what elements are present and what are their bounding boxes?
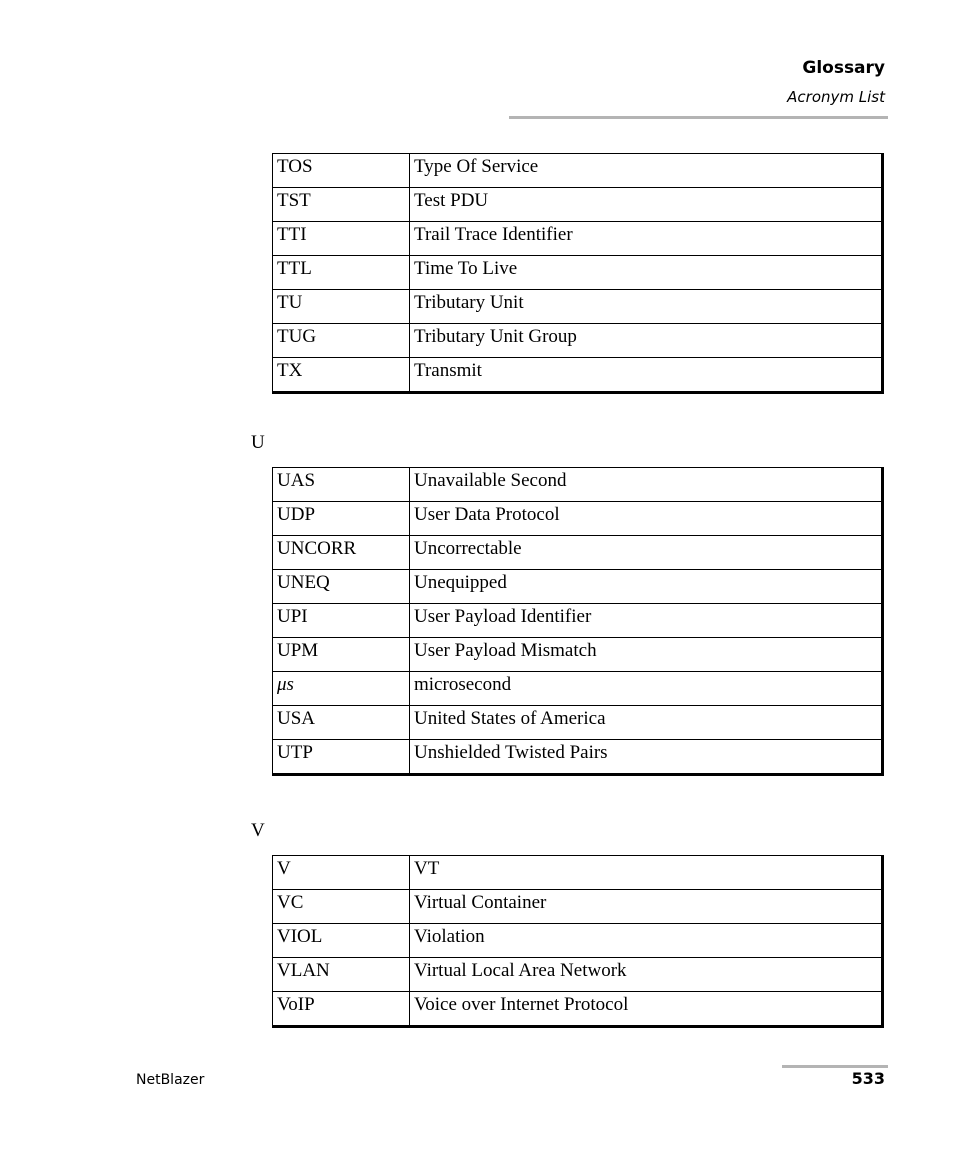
acronym-definition: Time To Live <box>410 256 883 290</box>
acronym-definition: Test PDU <box>410 188 883 222</box>
acronym-definition: Unshielded Twisted Pairs <box>410 740 883 775</box>
acronym-definition: Tributary Unit <box>410 290 883 324</box>
acronym-term: TU <box>273 290 410 324</box>
acronym-term: TTI <box>273 222 410 256</box>
table-row <box>273 570 883 604</box>
acronym-definition: Unequipped <box>410 570 883 604</box>
table-row <box>273 222 883 256</box>
table-row <box>273 672 883 706</box>
acronym-term: UPI <box>273 604 410 638</box>
acronym-definition: User Payload Identifier <box>410 604 883 638</box>
acronym-definition: VT <box>410 856 883 890</box>
acronym-definition: Uncorrectable <box>410 536 883 570</box>
acronym-definition: User Data Protocol <box>410 502 883 536</box>
acronym-term: VLAN <box>273 958 410 992</box>
acronym-term: TST <box>273 188 410 222</box>
acronym-term: USA <box>273 706 410 740</box>
acronym-definition: microsecond <box>410 672 883 706</box>
acronym-definition: Virtual Container <box>410 890 883 924</box>
acronym-definition: United States of America <box>410 706 883 740</box>
table-row <box>273 290 883 324</box>
table-row <box>273 256 883 290</box>
acronym-definition: Trail Trace Identifier <box>410 222 883 256</box>
table-row <box>273 358 883 393</box>
acronym-term: TOS <box>273 154 410 188</box>
page-section-title: Glossary <box>802 58 885 78</box>
table-row <box>273 604 883 638</box>
acronym-term: TUG <box>273 324 410 358</box>
acronym-definition: Violation <box>410 924 883 958</box>
table-row <box>273 856 883 890</box>
acronym-term: TX <box>273 358 410 393</box>
acronym-term: UPM <box>273 638 410 672</box>
table-row <box>273 324 883 358</box>
acronym-term: VC <box>273 890 410 924</box>
footer-divider <box>782 1065 888 1068</box>
table-row <box>273 468 883 502</box>
acronym-definition: Tributary Unit Group <box>410 324 883 358</box>
table-row <box>273 706 883 740</box>
acronym-term: V <box>273 856 410 890</box>
acronym-term: TTL <box>273 256 410 290</box>
table-row <box>273 638 883 672</box>
acronym-table-t <box>272 153 884 394</box>
section-letter-u: U <box>251 432 265 453</box>
header-divider <box>509 116 888 119</box>
acronym-term: UTP <box>273 740 410 775</box>
acronym-table-u <box>272 467 884 776</box>
acronym-term: UNCORR <box>273 536 410 570</box>
acronym-term: UAS <box>273 468 410 502</box>
section-letter-v: V <box>251 820 265 841</box>
acronym-term: μs <box>273 672 410 706</box>
acronym-definition: Transmit <box>410 358 883 393</box>
acronym-table-v <box>272 855 884 1028</box>
acronym-term: VIOL <box>273 924 410 958</box>
table-row <box>273 890 883 924</box>
acronym-definition: Virtual Local Area Network <box>410 958 883 992</box>
table-row <box>273 958 883 992</box>
table-row <box>273 188 883 222</box>
table-row <box>273 992 883 1027</box>
page-number: 533 <box>851 1069 885 1088</box>
acronym-definition: Type Of Service <box>410 154 883 188</box>
footer-product-name: NetBlazer <box>136 1072 205 1088</box>
acronym-term: VoIP <box>273 992 410 1027</box>
acronym-term: UNEQ <box>273 570 410 604</box>
acronym-definition: Voice over Internet Protocol <box>410 992 883 1027</box>
page-subtitle: Acronym List <box>787 88 885 106</box>
table-row <box>273 924 883 958</box>
table-row <box>273 740 883 775</box>
table-row <box>273 502 883 536</box>
table-row <box>273 154 883 188</box>
acronym-definition: User Payload Mismatch <box>410 638 883 672</box>
acronym-term: UDP <box>273 502 410 536</box>
table-row <box>273 536 883 570</box>
acronym-definition: Unavailable Second <box>410 468 883 502</box>
